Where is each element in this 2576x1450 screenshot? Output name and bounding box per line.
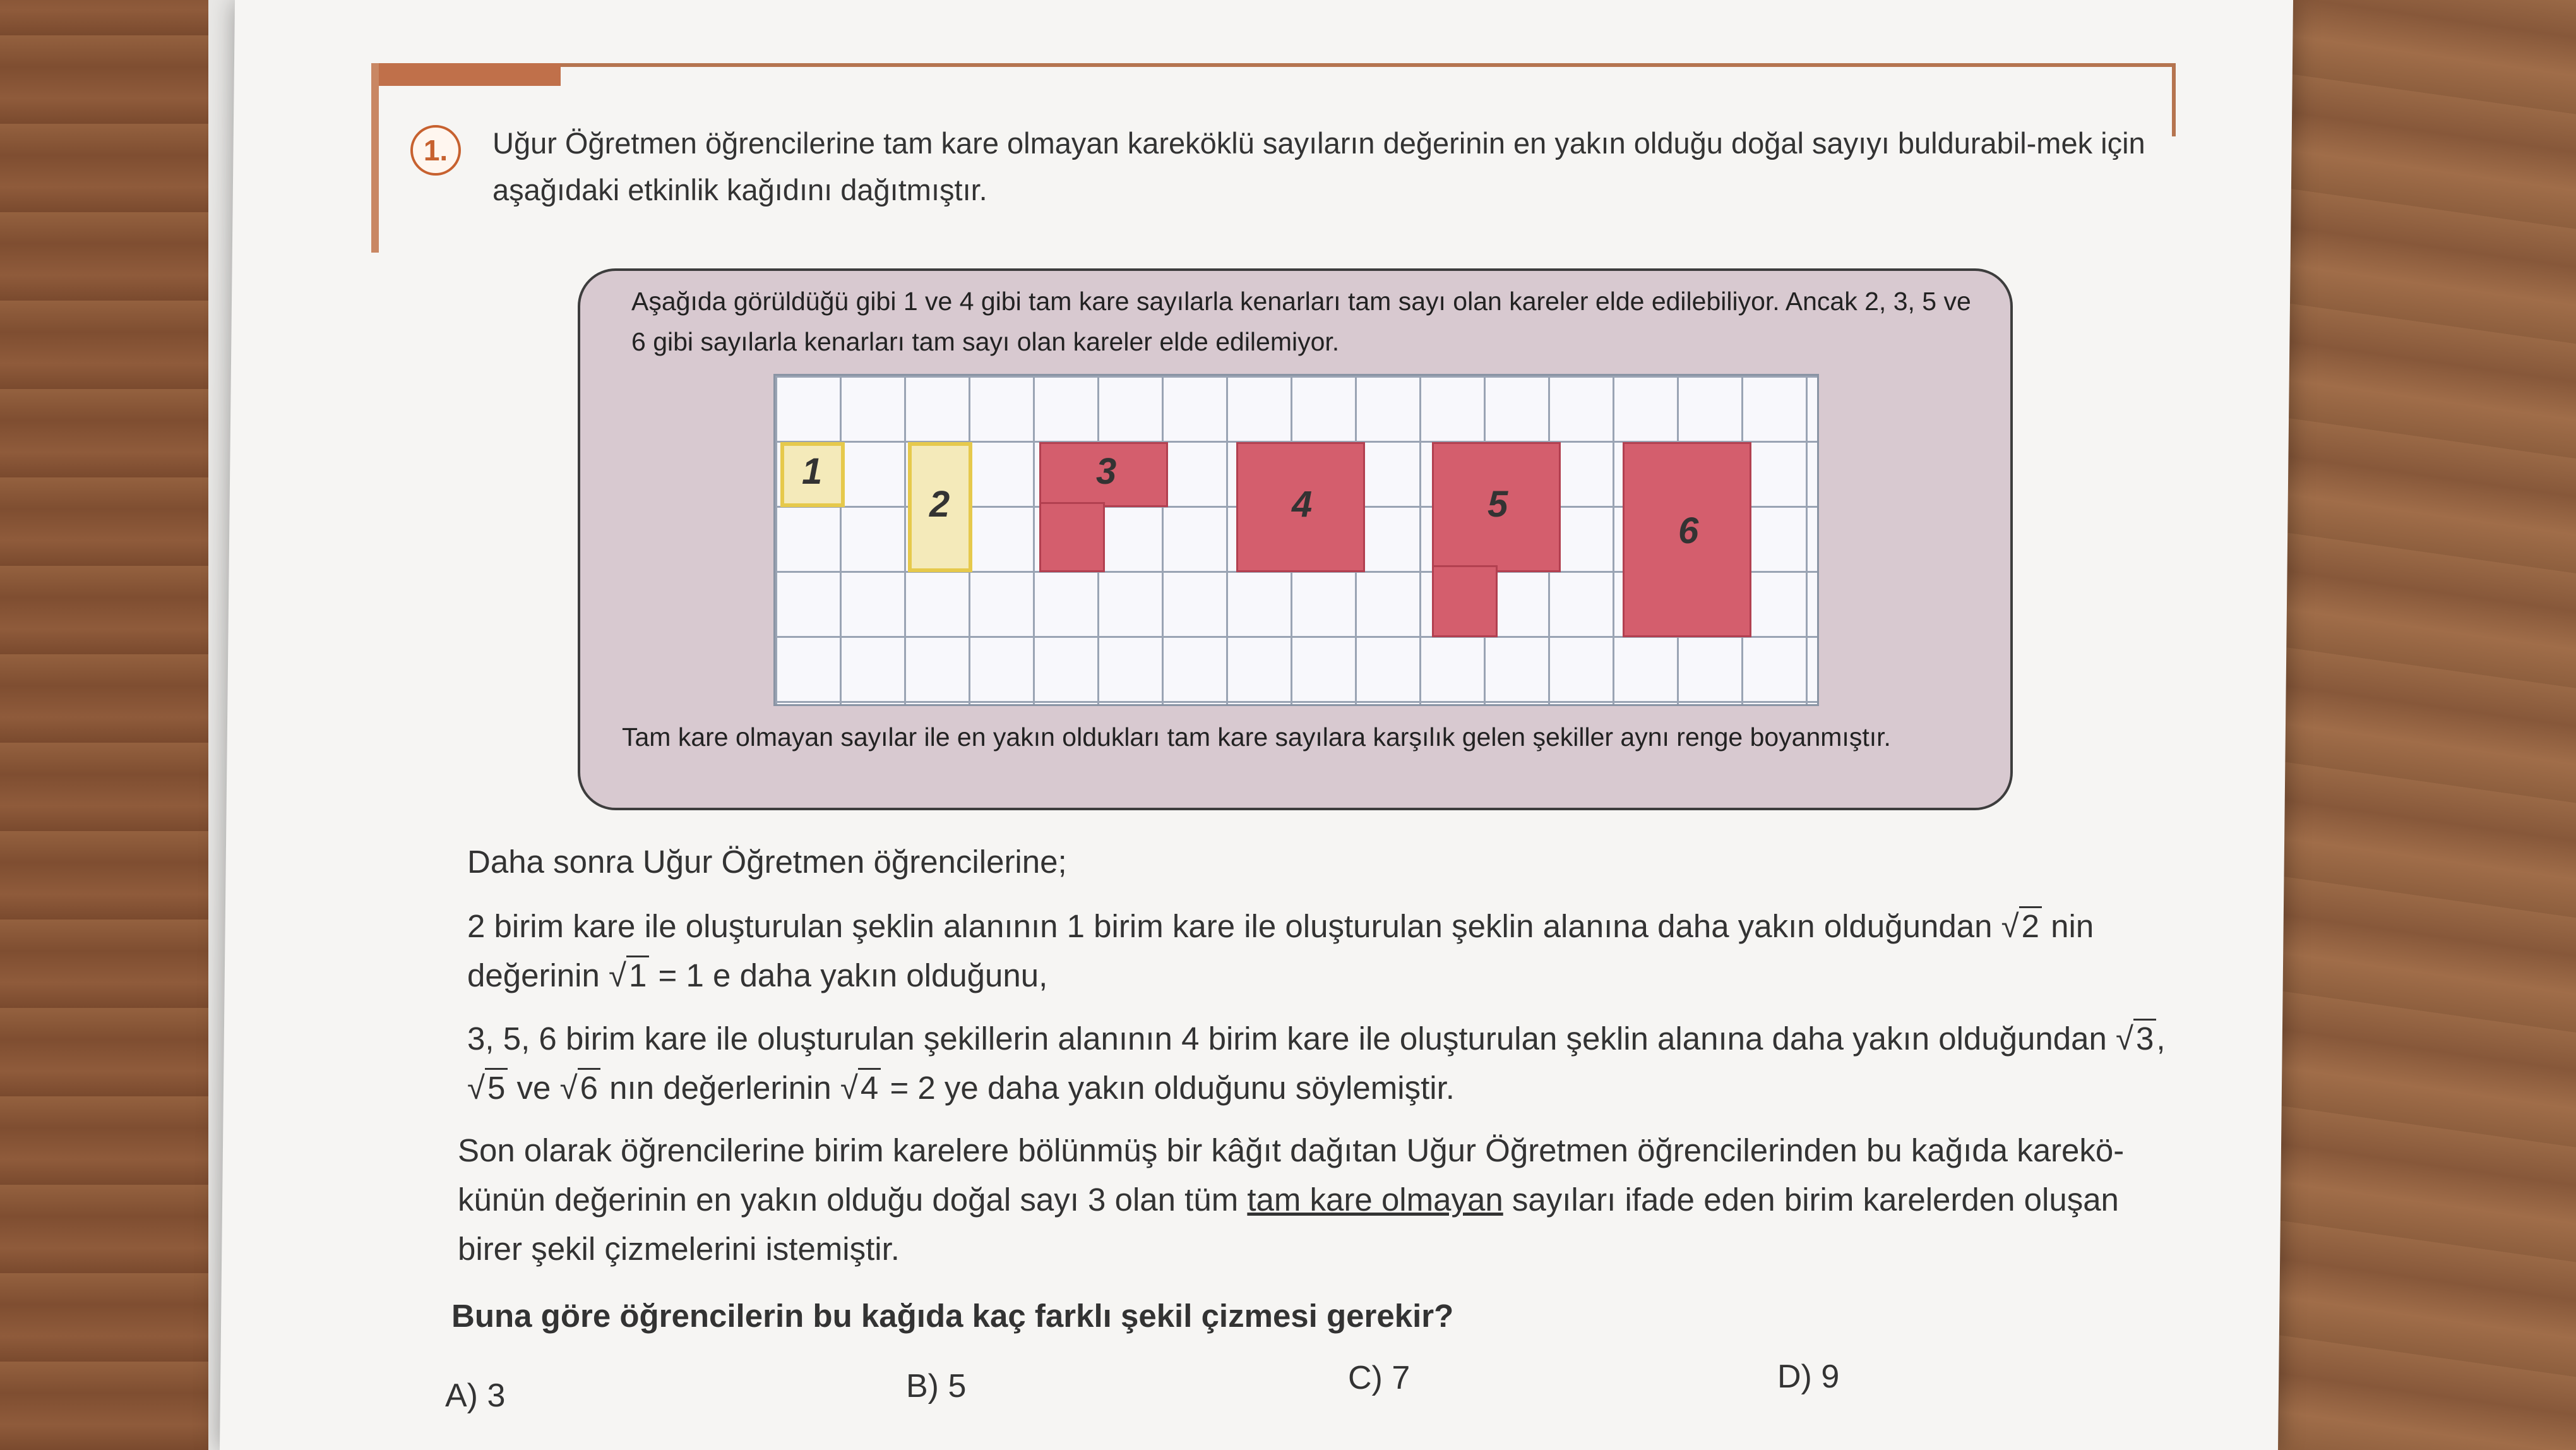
body-paragraph-2 <box>467 902 2172 1000</box>
p3-text-c: = 2 ye daha yakın olduğunu söylemiştir. <box>890 1070 1455 1106</box>
shape-3-bottom <box>1039 502 1105 572</box>
unit-grid <box>773 374 1819 706</box>
sqrt-2: √2 <box>2001 902 2042 951</box>
shape-5-bottom <box>1432 565 1498 637</box>
p4-text-b: sayıları ifade eden birim karelerden oluşan birer şekil çizmelerini istemiştir. <box>458 1182 2119 1267</box>
sqrt-6: √6 <box>560 1064 600 1113</box>
option-a[interactable]: A) 3 <box>445 1377 506 1414</box>
sqrt-1: √1 <box>609 951 649 1000</box>
p1-text: Daha sonra Uğur Öğretmen öğrencilerine; <box>467 844 1067 880</box>
shape-1-label: 1 <box>802 451 823 492</box>
p3-ve: ve <box>516 1070 551 1106</box>
activity-text: Aşağıda görüldüğü gibi 1 ve 4 gibi tam kare sayılarla kenarları tam sayı olan kareler elde edilebiliyor. Ancak 2, 3, 5 ve 6 gibi sayılarla kenarları tam sayı olan kareler elde edilemiyor. <box>631 287 1971 356</box>
shape-5-label: 5 <box>1488 484 1508 525</box>
question-intro: Uğur Öğretmen öğrencilerine tam kare olmayan kareköklü sayıların değerinin en yakın olduğu doğal sayıyı buldurabil-mek için aşağıdaki etkinlik kağıdını dağıtmıştır. <box>492 126 2145 207</box>
option-b[interactable]: B) 5 <box>906 1368 967 1405</box>
p3-text-a: 3, 5, 6 birim kare ile oluşturulan şekillerin alanının 4 birim kare ile oluşturulan şeklin alanına daha yakın olduğundan <box>467 1021 2107 1057</box>
shape-2-label: 2 <box>929 484 950 525</box>
sqrt-3-radicand: 3 <box>2133 1019 2156 1057</box>
p3-text-b: nın değerlerinin <box>609 1070 832 1106</box>
p2-text-c: = 1 e daha yakın olduğunu, <box>658 957 1048 993</box>
sqrt-2-radicand: 2 <box>2019 906 2042 944</box>
sqrt-4: √4 <box>840 1064 881 1113</box>
body-paragraph-1 <box>467 837 2172 887</box>
p4-underlined: tam kare olmayan <box>1247 1182 1503 1218</box>
sqrt-6-radicand: 6 <box>578 1068 600 1106</box>
sqrt-3: √3 <box>2116 1014 2156 1064</box>
shape-4-label: 4 <box>1292 484 1313 525</box>
p2-text-a: 2 birim kare ile oluşturulan şeklin alanının 1 birim kare ile oluşturulan şeklin alanına daha yakın olduğundan <box>467 908 1993 944</box>
question-number: 1. <box>410 125 461 176</box>
sqrt-1-radicand: 1 <box>626 956 649 993</box>
body-paragraph-3: 3, 5, 6 birim kare ile oluşturulan şekillerin alanının 4 birim kare ile oluşturulan şeklin alanına daha yakın olduğundan √3, √5 ve √6 nın değerlerinin √4 = 2 ye daha yakın olduğunu söylemiştir. <box>467 1014 2185 1113</box>
question-prompt: Buna göre öğrencilerin bu kağıda kaç farklı şekil çizmesi gerekir? <box>451 1298 1454 1334</box>
body-paragraph-4 <box>458 1126 2188 1274</box>
option-d[interactable]: D) 9 <box>1777 1358 1840 1395</box>
wood-background-left <box>0 0 234 1450</box>
shape-6-label: 6 <box>1678 510 1699 551</box>
frame-left-bar <box>371 63 379 253</box>
sqrt-4-radicand: 4 <box>858 1068 881 1106</box>
sqrt-5: √5 <box>467 1064 508 1113</box>
corner-tab <box>371 63 561 86</box>
p2-text-b: nin değerinin <box>467 908 2094 993</box>
p4-text-a: Son olarak öğrencilerine birim karelere bölünmüş bir kâğıt dağıtan Uğur Öğretmen öğrencilerinden bu kağıda karekö-künün değerinin en yakın olduğu doğal sayı 3 olan tüm <box>458 1132 2125 1218</box>
activity-footer: Tam kare olmayan sayılar ile en yakın oldukları tam kare sayılara karşılık gelen şekiller aynı renge boyanmıştır. <box>622 722 1891 752</box>
sqrt-5-radicand: 5 <box>485 1068 508 1106</box>
wood-background-right <box>2279 0 2576 1450</box>
shape-3-label: 3 <box>1096 451 1117 492</box>
option-c[interactable]: C) 7 <box>1348 1360 1410 1396</box>
